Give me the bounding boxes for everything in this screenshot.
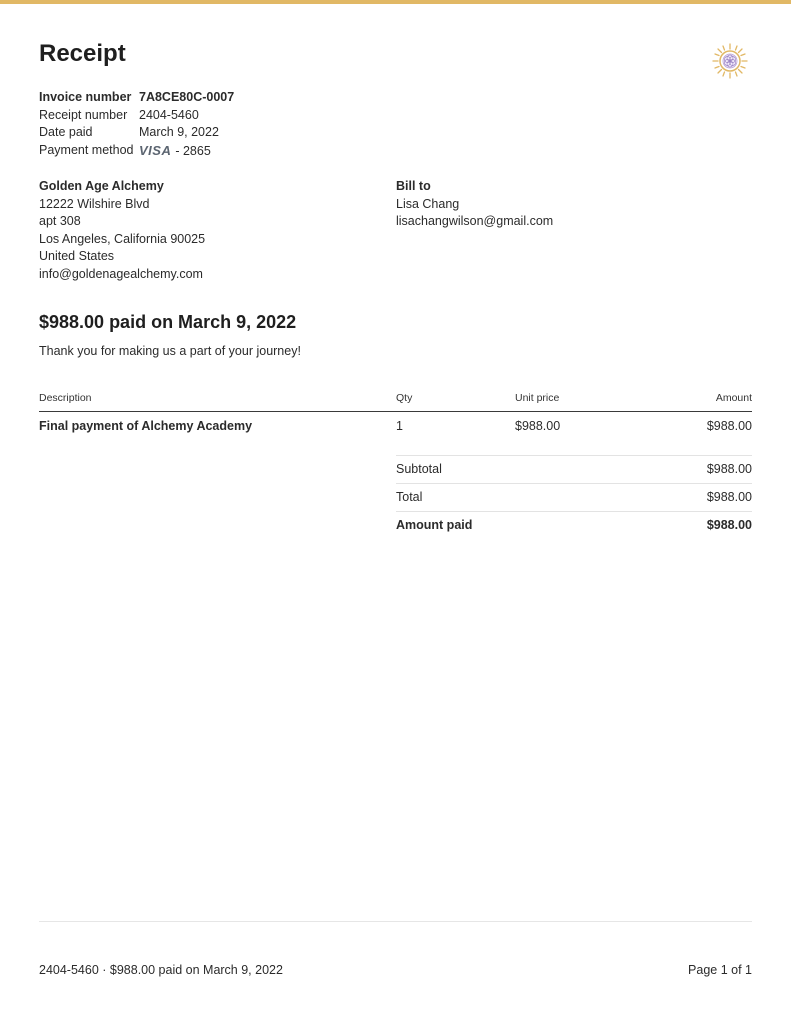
merchant-email: info@goldenagealchemy.com [39, 266, 203, 281]
date-paid-label: Date paid [39, 125, 93, 139]
bill-to-label: Bill to [396, 179, 431, 193]
page-number: Page 1 of 1 [688, 963, 752, 977]
visa-logo-icon: VISA [139, 142, 172, 158]
line-item-description: Final payment of Alchemy Academy [39, 419, 253, 433]
customer-name: Lisa Chang [396, 196, 460, 211]
summary-divider [396, 511, 752, 512]
customer-email: lisachangwilson@gmail.com [396, 214, 554, 228]
receipt-meta [39, 89, 234, 160]
merchant-address [39, 178, 205, 283]
invoice-number-value: 7A8CE80C-0007 [139, 90, 235, 104]
total-label: Total [396, 490, 423, 504]
summary-divider [396, 455, 752, 456]
payment-headline: $988.00 paid on March 9, 2022 [39, 312, 297, 332]
amount-paid-value: $988.00 [706, 518, 752, 532]
column-header-description: Description [39, 392, 92, 404]
merchant-address-line3: Los Angeles, California 90025 [39, 231, 206, 246]
line-item-amount: $988.00 [706, 419, 752, 433]
table-header-divider [39, 411, 752, 412]
footer-divider [39, 921, 752, 922]
card-last-four: - 2865 [175, 143, 211, 158]
invoice-number-label: Invoice number [39, 90, 132, 104]
summary-divider [396, 483, 752, 484]
sun-mandala-icon [712, 43, 748, 79]
subtotal-label: Subtotal [396, 462, 442, 476]
column-header-unit-price: Unit price [515, 392, 560, 404]
column-header-qty: Qty [396, 392, 413, 404]
footer-summary: 2404-5460 · $988.00 paid on March 9, 2022 [39, 963, 283, 977]
thank-you-message: Thank you for making us a part of your journey! [39, 344, 301, 358]
page-title: Receipt [39, 40, 126, 67]
amount-paid-label: Amount paid [396, 518, 473, 532]
line-item-unit-price: $988.00 [515, 419, 561, 433]
top-accent-bar [0, 0, 791, 4]
receipt-number-value: 2404-5460 [139, 107, 199, 122]
line-item-qty: 1 [396, 419, 403, 433]
date-paid-value: March 9, 2022 [139, 125, 219, 139]
receipt-number-label: Receipt number [39, 107, 128, 122]
total-value: $988.00 [706, 490, 752, 504]
merchant-name: Golden Age Alchemy [39, 179, 164, 193]
merchant-address-line1: 12222 Wilshire Blvd [39, 196, 150, 211]
merchant-address-line4: United States [39, 249, 115, 263]
bill-to [396, 178, 553, 231]
merchant-address-line2: apt 308 [39, 214, 81, 228]
payment-method-label: Payment method [39, 142, 134, 157]
column-header-amount: Amount [715, 392, 752, 404]
subtotal-value: $988.00 [706, 462, 752, 476]
